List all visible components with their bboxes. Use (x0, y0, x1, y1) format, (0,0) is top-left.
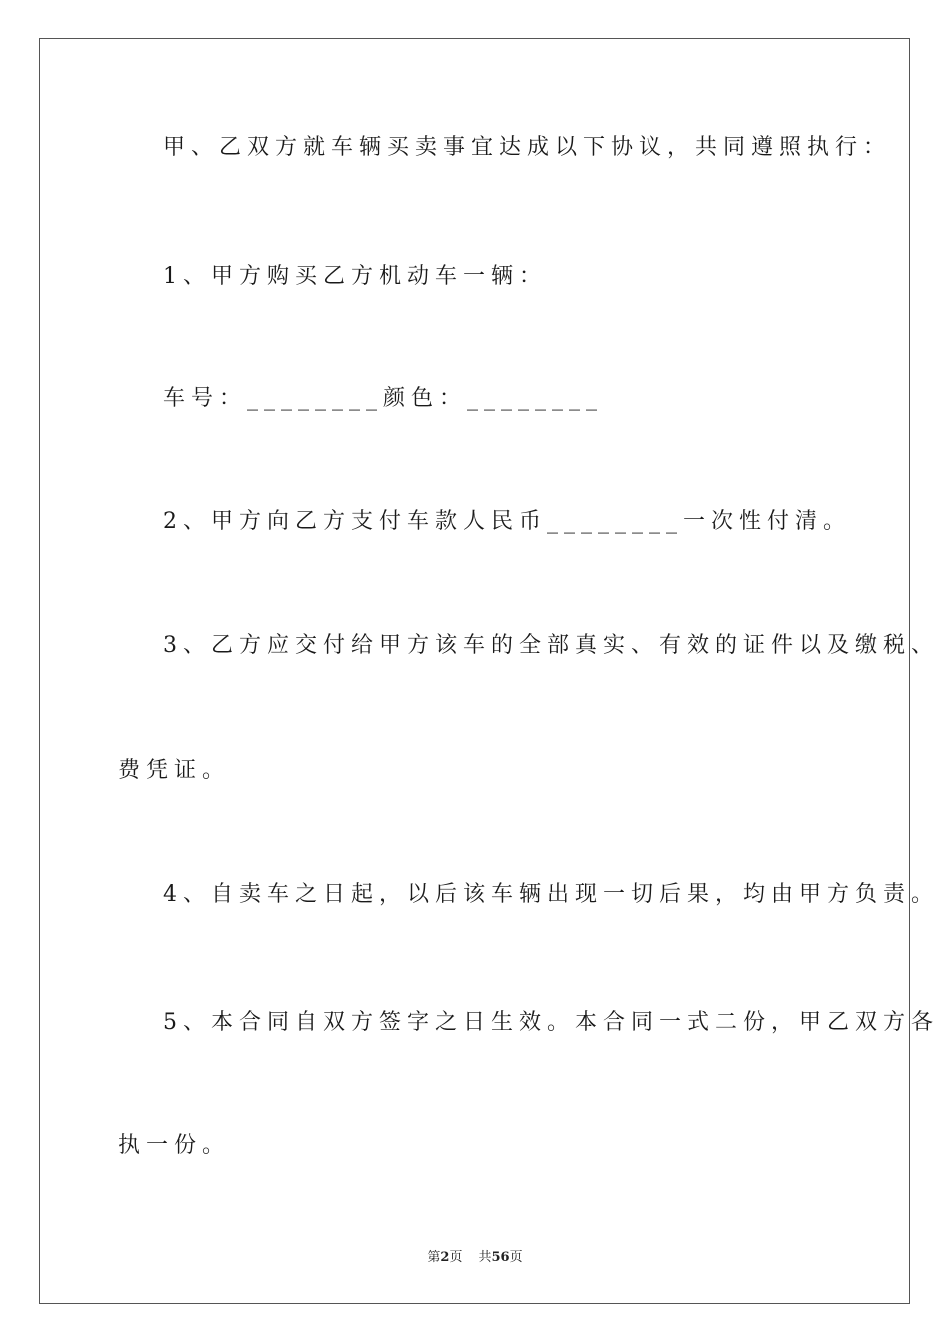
page-suffix: 页 (449, 1250, 463, 1265)
clause-3-continued: 费凭证。 (118, 758, 231, 783)
clause-2: 2、甲方向乙方支付车款人民币________一次性付清。 (163, 509, 851, 534)
vehicle-plate-color-line: 车号：________颜色：________ (163, 386, 604, 411)
total-pages: 56 (491, 1250, 510, 1265)
clause-4: 4、自卖车之日起，以后该车辆出现一切后果，均由甲方负责。 (163, 882, 939, 907)
total-suffix: 页 (509, 1250, 523, 1265)
page-border (39, 38, 910, 1304)
clause-1: 1、甲方购买乙方机动车一辆： (163, 264, 547, 289)
page-footer (0, 1246, 950, 1265)
page-prefix: 第 (427, 1250, 441, 1265)
clause-5-continued: 执一份。 (118, 1133, 231, 1158)
clause-3: 3、乙方应交付给甲方该车的全部真实、有效的证件以及缴税、 (163, 633, 939, 658)
agreement-intro: 甲、乙双方就车辆买卖事宜达成以下协议，共同遵照执行： (163, 135, 892, 160)
page-number: 2 (440, 1250, 450, 1265)
clause-5: 5、本合同自双方签字之日生效。本合同一式二份，甲乙双方各 (163, 1010, 939, 1035)
total-prefix: 共 (478, 1250, 492, 1265)
